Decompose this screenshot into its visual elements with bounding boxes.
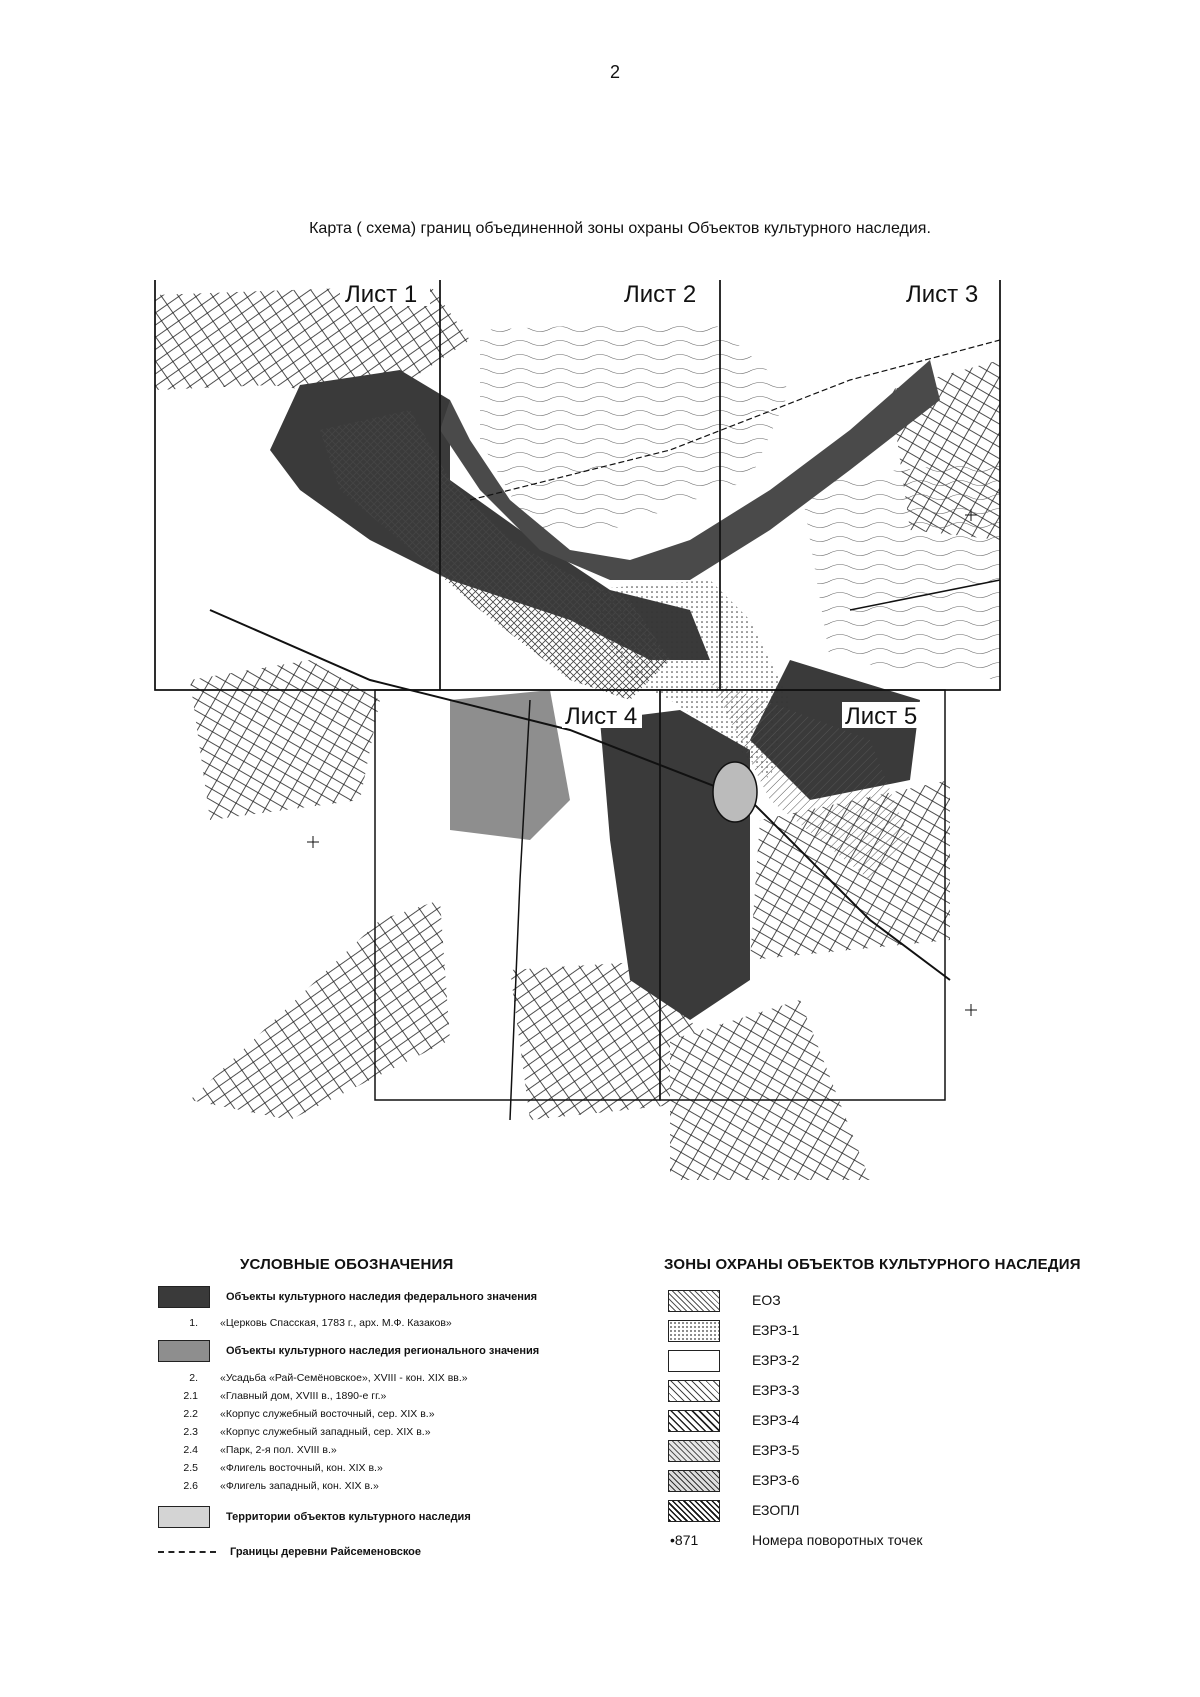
map[interactable]: [150, 280, 1100, 1240]
zone-label: ЕЗРЗ-1: [752, 1322, 800, 1338]
sheet-label-2[interactable]: Лист 2: [624, 281, 697, 308]
regional-item: [158, 1462, 383, 1474]
zone-label: ЕЗОПЛ: [752, 1502, 800, 1518]
regional-label: Объекты культурного наследия регионального значения: [226, 1345, 540, 1357]
item-number: 2.1: [183, 1390, 198, 1402]
zone-swatch: [668, 1440, 720, 1462]
sheet-label-5[interactable]: Лист 5: [845, 703, 918, 730]
item-number: 1.: [189, 1317, 198, 1329]
item-text: «Корпус служебный западный, сер. XIX в.»: [220, 1426, 431, 1438]
zone-label: ЕЗРЗ-5: [752, 1442, 800, 1458]
federal-label: Объекты культурного наследия федерального значения: [226, 1291, 538, 1303]
residential-block-w: [190, 660, 380, 820]
sheet-label-4[interactable]: Лист 4: [565, 703, 638, 730]
territories-label: Территории объектов культурного наследия: [226, 1511, 471, 1523]
zone-label: ЕЗРЗ-2: [752, 1352, 800, 1368]
legend-heading-symbols: УСЛОВНЫЕ ОБОЗНАЧЕНИЯ: [240, 1256, 454, 1273]
item-text: «Корпус служебный восточный, сер. XIX в.»: [220, 1408, 435, 1420]
item-text: «Парк, 2-я пол. XVIII в.»: [220, 1444, 337, 1456]
legend-boundary-row: [158, 1546, 421, 1558]
item-number: 2.5: [183, 1462, 198, 1474]
sheet-label-1[interactable]: Лист 1: [345, 281, 418, 308]
terrain-contours-e: [800, 460, 1000, 680]
zone-label: ЕЗРЗ-3: [752, 1382, 800, 1398]
zone-swatch: [668, 1500, 720, 1522]
zone-swatch: [668, 1470, 720, 1492]
item-text: «Флигель восточный, кон. XIX в.»: [220, 1462, 383, 1474]
regional-item: [158, 1408, 435, 1420]
zone-swatch-row: [668, 1350, 720, 1372]
zone-swatch-row: [668, 1410, 720, 1432]
turning-point-sample: •871: [670, 1532, 699, 1548]
legend-heading-zones: ЗОНЫ ОХРАНЫ ОБЪЕКТОВ КУЛЬТУРНОГО НАСЛЕДИЯ: [664, 1256, 1081, 1273]
item-text: «Главный дом, XVIII в., 1890-е гг.»: [220, 1390, 387, 1402]
item-number: 2.2: [183, 1408, 198, 1420]
map-canvas: [150, 280, 1100, 1240]
residential-block-sw: [190, 900, 450, 1120]
regional-item: [158, 1480, 379, 1492]
legend-territories-row: [158, 1506, 471, 1528]
stadium: [713, 762, 757, 822]
item-number: 2.: [189, 1372, 198, 1384]
federal-swatch: [158, 1286, 210, 1308]
zone-swatch-row: [668, 1440, 720, 1462]
regional-item: [158, 1426, 431, 1438]
item-text: «Флигель западный, кон. XIX в.»: [220, 1480, 379, 1492]
zone-swatch: [668, 1410, 720, 1432]
residential-block-sse: [670, 1000, 870, 1180]
zone-swatch-row: [668, 1500, 720, 1522]
zone-swatch-row: [668, 1380, 720, 1402]
legend-federal-row: [158, 1286, 537, 1308]
zone-swatch: [668, 1290, 720, 1312]
regional-swatch: [158, 1340, 210, 1362]
zone-swatch-row: [668, 1290, 720, 1312]
item-number: 2.4: [183, 1444, 198, 1456]
boundary-line-sample: [158, 1551, 216, 1553]
item-text: «Усадьба «Рай-Семёновское», XVIII - кон. XIX вв.»: [220, 1372, 468, 1384]
sheet-label-3[interactable]: Лист 3: [906, 281, 979, 308]
turning-point-label: Номера поворотных точек: [752, 1532, 923, 1548]
terrain-contours: [480, 320, 790, 530]
territory-swatch: [158, 1506, 210, 1528]
legend-regional-row: [158, 1340, 539, 1362]
zone-swatch-row: [668, 1320, 720, 1342]
zone-swatch: [668, 1320, 720, 1342]
item-number: 2.3: [183, 1426, 198, 1438]
item-text: «Церковь Спасская, 1783 г., арх. М.Ф. Казаков»: [220, 1317, 452, 1329]
zone-swatch: [668, 1350, 720, 1372]
map-title: Карта ( схема) границ объединенной зоны охраны Объектов культурного наследия.: [309, 220, 931, 237]
boundary-label: Границы деревни Райсеменовское: [230, 1546, 422, 1558]
page-number: 2: [609, 62, 620, 82]
regional-item: [158, 1372, 468, 1384]
protection-zone-regional: [450, 690, 570, 840]
zone-swatch: [668, 1380, 720, 1402]
zone-swatch-row: [668, 1470, 720, 1492]
item-number: 2.6: [183, 1480, 198, 1492]
regional-item: [158, 1390, 386, 1402]
zone-label: ЕЗРЗ-6: [752, 1472, 800, 1488]
federal-item-1: [158, 1317, 452, 1329]
zone-label: ЕЗРЗ-4: [752, 1412, 800, 1428]
zone-label: ЕОЗ: [752, 1292, 781, 1308]
regional-item: [158, 1444, 337, 1456]
